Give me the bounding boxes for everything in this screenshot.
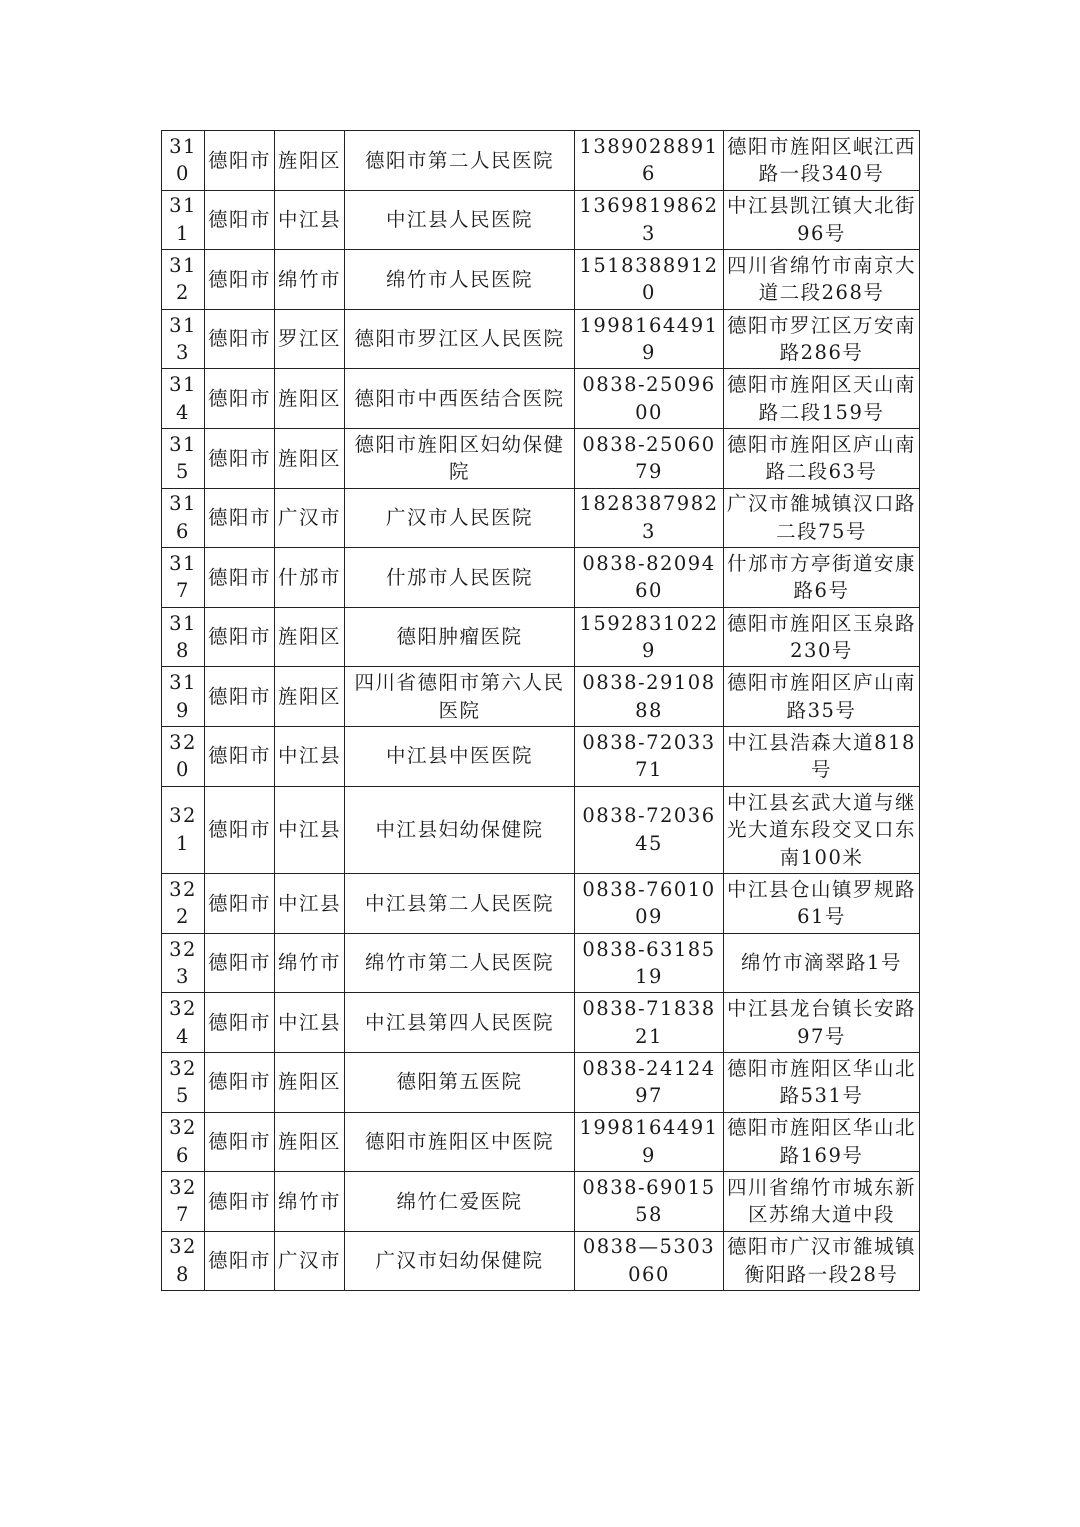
row-number-cell: 325	[162, 1052, 205, 1112]
hospital-name-cell: 中江县第二人民医院	[345, 874, 575, 934]
address-cell: 德阳市旌阳区庐山南路35号	[724, 667, 920, 727]
phone-cell: 18283879823	[575, 488, 724, 548]
table-row	[162, 786, 920, 874]
row-number-cell: 311	[162, 190, 205, 250]
table-row	[162, 667, 920, 727]
row-number-cell: 328	[162, 1231, 205, 1291]
city-cell: 德阳市	[205, 1112, 275, 1172]
table-row	[162, 1052, 920, 1112]
hospital-name-cell: 绵竹市第二人民医院	[345, 933, 575, 993]
hospital-name-cell: 中江县妇幼保健院	[345, 786, 575, 874]
hospital-table	[161, 130, 920, 1291]
table-row	[162, 309, 920, 369]
county-cell: 绵竹市	[275, 250, 345, 310]
table-row	[162, 369, 920, 429]
row-number-cell: 321	[162, 786, 205, 874]
phone-cell: 19981644919	[575, 1112, 724, 1172]
county-cell: 中江县	[275, 786, 345, 874]
phone-cell: 0838-2506079	[575, 428, 724, 488]
table-row	[162, 726, 920, 786]
table-row	[162, 607, 920, 667]
city-cell: 德阳市	[205, 933, 275, 993]
hospital-name-cell: 广汉市妇幼保健院	[345, 1231, 575, 1291]
address-cell: 德阳市旌阳区玉泉路230号	[724, 607, 920, 667]
hospital-name-cell: 德阳市罗江区人民医院	[345, 309, 575, 369]
county-cell: 罗江区	[275, 309, 345, 369]
city-cell: 德阳市	[205, 1231, 275, 1291]
row-number-cell: 314	[162, 369, 205, 429]
city-cell: 德阳市	[205, 131, 275, 191]
row-number-cell: 317	[162, 548, 205, 608]
city-cell: 德阳市	[205, 1052, 275, 1112]
row-number-cell: 318	[162, 607, 205, 667]
row-number-cell: 324	[162, 993, 205, 1053]
address-cell: 什邡市方亭街道安康路6号	[724, 548, 920, 608]
county-cell: 旌阳区	[275, 607, 345, 667]
table-row	[162, 993, 920, 1053]
hospital-name-cell: 中江县中医医院	[345, 726, 575, 786]
address-cell: 中江县浩森大道818号	[724, 726, 920, 786]
address-cell: 德阳市旌阳区天山南路二段159号	[724, 369, 920, 429]
city-cell: 德阳市	[205, 874, 275, 934]
address-cell: 四川省绵竹市南京大道二段268号	[724, 250, 920, 310]
hospital-name-cell: 德阳市第二人民医院	[345, 131, 575, 191]
address-cell: 德阳市旌阳区岷江西路一段340号	[724, 131, 920, 191]
city-cell: 德阳市	[205, 667, 275, 727]
hospital-name-cell: 德阳市中西医结合医院	[345, 369, 575, 429]
hospital-name-cell: 德阳市旌阳区妇幼保健院	[345, 428, 575, 488]
address-cell: 德阳市旌阳区庐山南路二段63号	[724, 428, 920, 488]
city-cell: 德阳市	[205, 1172, 275, 1232]
table-row	[162, 548, 920, 608]
row-number-cell: 313	[162, 309, 205, 369]
county-cell: 中江县	[275, 726, 345, 786]
table-row	[162, 1231, 920, 1291]
address-cell: 四川省绵竹市城东新区苏绵大道中段	[724, 1172, 920, 1232]
phone-cell: 0838-8209460	[575, 548, 724, 608]
row-number-cell: 319	[162, 667, 205, 727]
county-cell: 绵竹市	[275, 1172, 345, 1232]
hospital-name-cell: 绵竹仁爱医院	[345, 1172, 575, 1232]
address-cell: 德阳市罗江区万安南路286号	[724, 309, 920, 369]
hospital-name-cell: 德阳第五医院	[345, 1052, 575, 1112]
address-cell: 广汉市雒城镇汉口路二段75号	[724, 488, 920, 548]
phone-cell: 0838-7601009	[575, 874, 724, 934]
table-row	[162, 190, 920, 250]
phone-cell: 0838-7203371	[575, 726, 724, 786]
phone-cell: 19981644919	[575, 309, 724, 369]
city-cell: 德阳市	[205, 786, 275, 874]
city-cell: 德阳市	[205, 548, 275, 608]
phone-cell: 0838-2509600	[575, 369, 724, 429]
row-number-cell: 315	[162, 428, 205, 488]
row-number-cell: 327	[162, 1172, 205, 1232]
county-cell: 旌阳区	[275, 369, 345, 429]
table-row	[162, 488, 920, 548]
county-cell: 绵竹市	[275, 933, 345, 993]
city-cell: 德阳市	[205, 369, 275, 429]
county-cell: 中江县	[275, 190, 345, 250]
table-row	[162, 428, 920, 488]
county-cell: 旌阳区	[275, 428, 345, 488]
county-cell: 旌阳区	[275, 131, 345, 191]
city-cell: 德阳市	[205, 190, 275, 250]
row-number-cell: 312	[162, 250, 205, 310]
county-cell: 旌阳区	[275, 1052, 345, 1112]
hospital-name-cell: 中江县第四人民医院	[345, 993, 575, 1053]
table-row	[162, 933, 920, 993]
phone-cell: 13698198623	[575, 190, 724, 250]
city-cell: 德阳市	[205, 309, 275, 369]
hospital-name-cell: 绵竹市人民医院	[345, 250, 575, 310]
row-number-cell: 316	[162, 488, 205, 548]
phone-cell: 15928310229	[575, 607, 724, 667]
table-row	[162, 874, 920, 934]
address-cell: 中江县仓山镇罗规路61号	[724, 874, 920, 934]
phone-cell: 0838-2910888	[575, 667, 724, 727]
county-cell: 旌阳区	[275, 667, 345, 727]
county-cell: 旌阳区	[275, 1112, 345, 1172]
hospital-name-cell: 德阳肿瘤医院	[345, 607, 575, 667]
hospital-name-cell: 什邡市人民医院	[345, 548, 575, 608]
address-cell: 德阳市旌阳区华山北路169号	[724, 1112, 920, 1172]
phone-cell: 0838-6318519	[575, 933, 724, 993]
hospital-name-cell: 德阳市旌阳区中医院	[345, 1112, 575, 1172]
hospital-table-body	[162, 131, 920, 1291]
row-number-cell: 320	[162, 726, 205, 786]
address-cell: 德阳市广汉市雒城镇衡阳路一段28号	[724, 1231, 920, 1291]
table-row	[162, 131, 920, 191]
county-cell: 中江县	[275, 874, 345, 934]
city-cell: 德阳市	[205, 993, 275, 1053]
row-number-cell: 322	[162, 874, 205, 934]
table-row	[162, 1172, 920, 1232]
address-cell: 中江县凯江镇大北街96号	[724, 190, 920, 250]
hospital-name-cell: 广汉市人民医院	[345, 488, 575, 548]
address-cell: 中江县龙台镇长安路97号	[724, 993, 920, 1053]
county-cell: 中江县	[275, 993, 345, 1053]
phone-cell: 0838-6901558	[575, 1172, 724, 1232]
address-cell: 中江县玄武大道与继光大道东段交叉口东南100米	[724, 786, 920, 874]
table-row	[162, 1112, 920, 1172]
row-number-cell: 323	[162, 933, 205, 993]
address-cell: 绵竹市滴翠路1号	[724, 933, 920, 993]
phone-cell: 0838-2412497	[575, 1052, 724, 1112]
phone-cell: 15183889120	[575, 250, 724, 310]
hospital-name-cell: 四川省德阳市第六人民医院	[345, 667, 575, 727]
county-cell: 广汉市	[275, 488, 345, 548]
city-cell: 德阳市	[205, 726, 275, 786]
hospital-name-cell: 中江县人民医院	[345, 190, 575, 250]
phone-cell: 0838-7183821	[575, 993, 724, 1053]
city-cell: 德阳市	[205, 488, 275, 548]
city-cell: 德阳市	[205, 250, 275, 310]
city-cell: 德阳市	[205, 428, 275, 488]
county-cell: 什邡市	[275, 548, 345, 608]
table-row	[162, 250, 920, 310]
phone-cell: 13890288916	[575, 131, 724, 191]
county-cell: 广汉市	[275, 1231, 345, 1291]
phone-cell: 0838-7203645	[575, 786, 724, 874]
city-cell: 德阳市	[205, 607, 275, 667]
row-number-cell: 326	[162, 1112, 205, 1172]
row-number-cell: 310	[162, 131, 205, 191]
phone-cell: 0838—5303060	[575, 1231, 724, 1291]
address-cell: 德阳市旌阳区华山北路531号	[724, 1052, 920, 1112]
